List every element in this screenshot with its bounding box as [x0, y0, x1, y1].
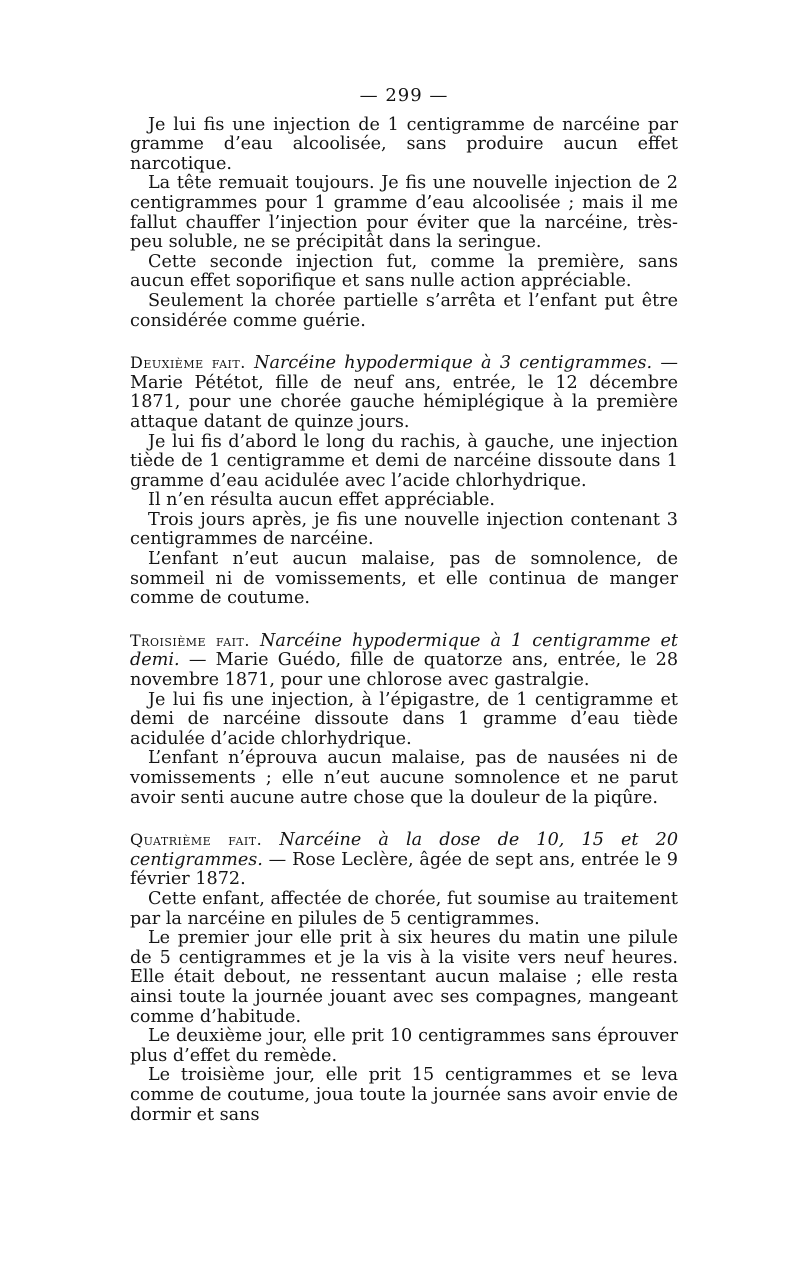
- section-troisieme-fait: [130, 631, 678, 808]
- section-deuxieme-fait: [130, 353, 678, 609]
- paragraph: Le premier jour elle prit à six heures du matin une pilule de 5 centigrammes et je la vis à la visite vers neuf heures. Elle était debout, ne ressentant aucun malaise ; elle resta ainsi toute la journée jouant avec ses compagnes, mangeant comme d’habitude.: [130, 928, 678, 1027]
- book-page: [130, 86, 678, 1125]
- case-heading-title: Narcéine hypodermique à 1 centigramme et demi.: [130, 630, 678, 671]
- paragraph: Le troisième jour, elle prit 15 centigrammes et se leva comme de coutume, joua toute la journée sans avoir envie de dormir et sans: [130, 1065, 678, 1125]
- paragraph: Je lui fis d’abord le long du rachis, à gauche, une injection tiède de 1 centigramme et demi de narcéine dissoute dans 1 gramme d’eau acidulée avec l’acide chlorhydrique.: [130, 431, 678, 491]
- paragraph: Le deuxième jour, elle prit 10 centigrammes sans éprouver plus d’effet du remède.: [130, 1026, 678, 1066]
- section-spacer: [130, 808, 678, 830]
- case-heading-label: Troisième fait.: [130, 630, 250, 650]
- page-number: — 299 —: [359, 85, 449, 106]
- case-heading-title: Narcéine à la dose de 10, 15 et 20 centigrammes.: [130, 830, 679, 870]
- paragraph: La tête remuait toujours. Je fis une nouvelle injection de 2 centigrammes pour 1 gramme d’eau alcoolisée ; mais il me fallut chauffer l’injection pour éviter que la narcéine, très-peu soluble, ne se précipitât dans la seringue.: [130, 173, 678, 253]
- case-heading-title: Narcéine hypodermique à 3 centigrammes.: [254, 353, 653, 374]
- paragraph: Je lui fis une injection, à l’épigastre, de 1 centigramme et demi de narcéine dissoute dans 1 gramme d’eau tiède acidulée d’acide chlorhydrique.: [130, 689, 678, 749]
- paragraph: Seulement la chorée partielle s’arrêta et l’enfant put être considérée comme guérie.: [130, 290, 678, 331]
- section-continuation: [130, 116, 678, 332]
- case-heading: [130, 353, 678, 432]
- paragraph: Cette enfant, affectée de chorée, fut soumise au traitement par la narcéine en pilules de 5 centigrammes.: [130, 888, 678, 929]
- case-heading: [130, 830, 678, 890]
- case-heading-description: — Marie Guédo, fille de quatorze ans, entrée, le 28 novembre 1871, pour une chlorose avec gastralgie.: [130, 650, 679, 691]
- case-heading: [130, 631, 678, 691]
- paragraph: L’enfant n’éprouva aucun malaise, pas de nausées ni de vomissements ; elle n’eut aucune somnolence et ne parut avoir senti aucune autre chose que la douleur de la piqûre.: [130, 748, 678, 808]
- case-heading-description: — Marie Pététot, fille de neuf ans, entrée, le 12 décembre 1871, pour une chorée gauche hémiplégique à la première attaque datant de quinze jours.: [130, 353, 679, 432]
- paragraph: Cette seconde injection fut, comme la première, sans aucun effet soporifique et sans nulle action appréciable.: [130, 251, 678, 292]
- case-heading-label: Deuxième fait.: [130, 353, 246, 373]
- section-quatrieme-fait: [130, 830, 678, 1125]
- paragraph: Trois jours après, je fis une nouvelle injection contenant 3 centigrammes de narcéine.: [130, 509, 678, 550]
- case-heading-description: — Rose Leclère, âgée de sept ans, entrée le 9 février 1872.: [130, 849, 678, 890]
- paragraph: L’enfant n’eut aucun malaise, pas de somnolence, de sommeil ni de vomissements, et elle continua de manger comme de coutume.: [130, 549, 678, 609]
- section-spacer: [130, 331, 678, 353]
- paragraph: Il n’en résulta aucun effet appréciable.: [148, 490, 496, 511]
- case-heading-label: Quatrième fait.: [130, 830, 263, 850]
- section-spacer: [130, 609, 678, 631]
- paragraph: Je lui fis une injection de 1 centigramme de narcéine par gramme d’eau alcoolisée, sans produire aucun effet narcotique.: [130, 114, 678, 174]
